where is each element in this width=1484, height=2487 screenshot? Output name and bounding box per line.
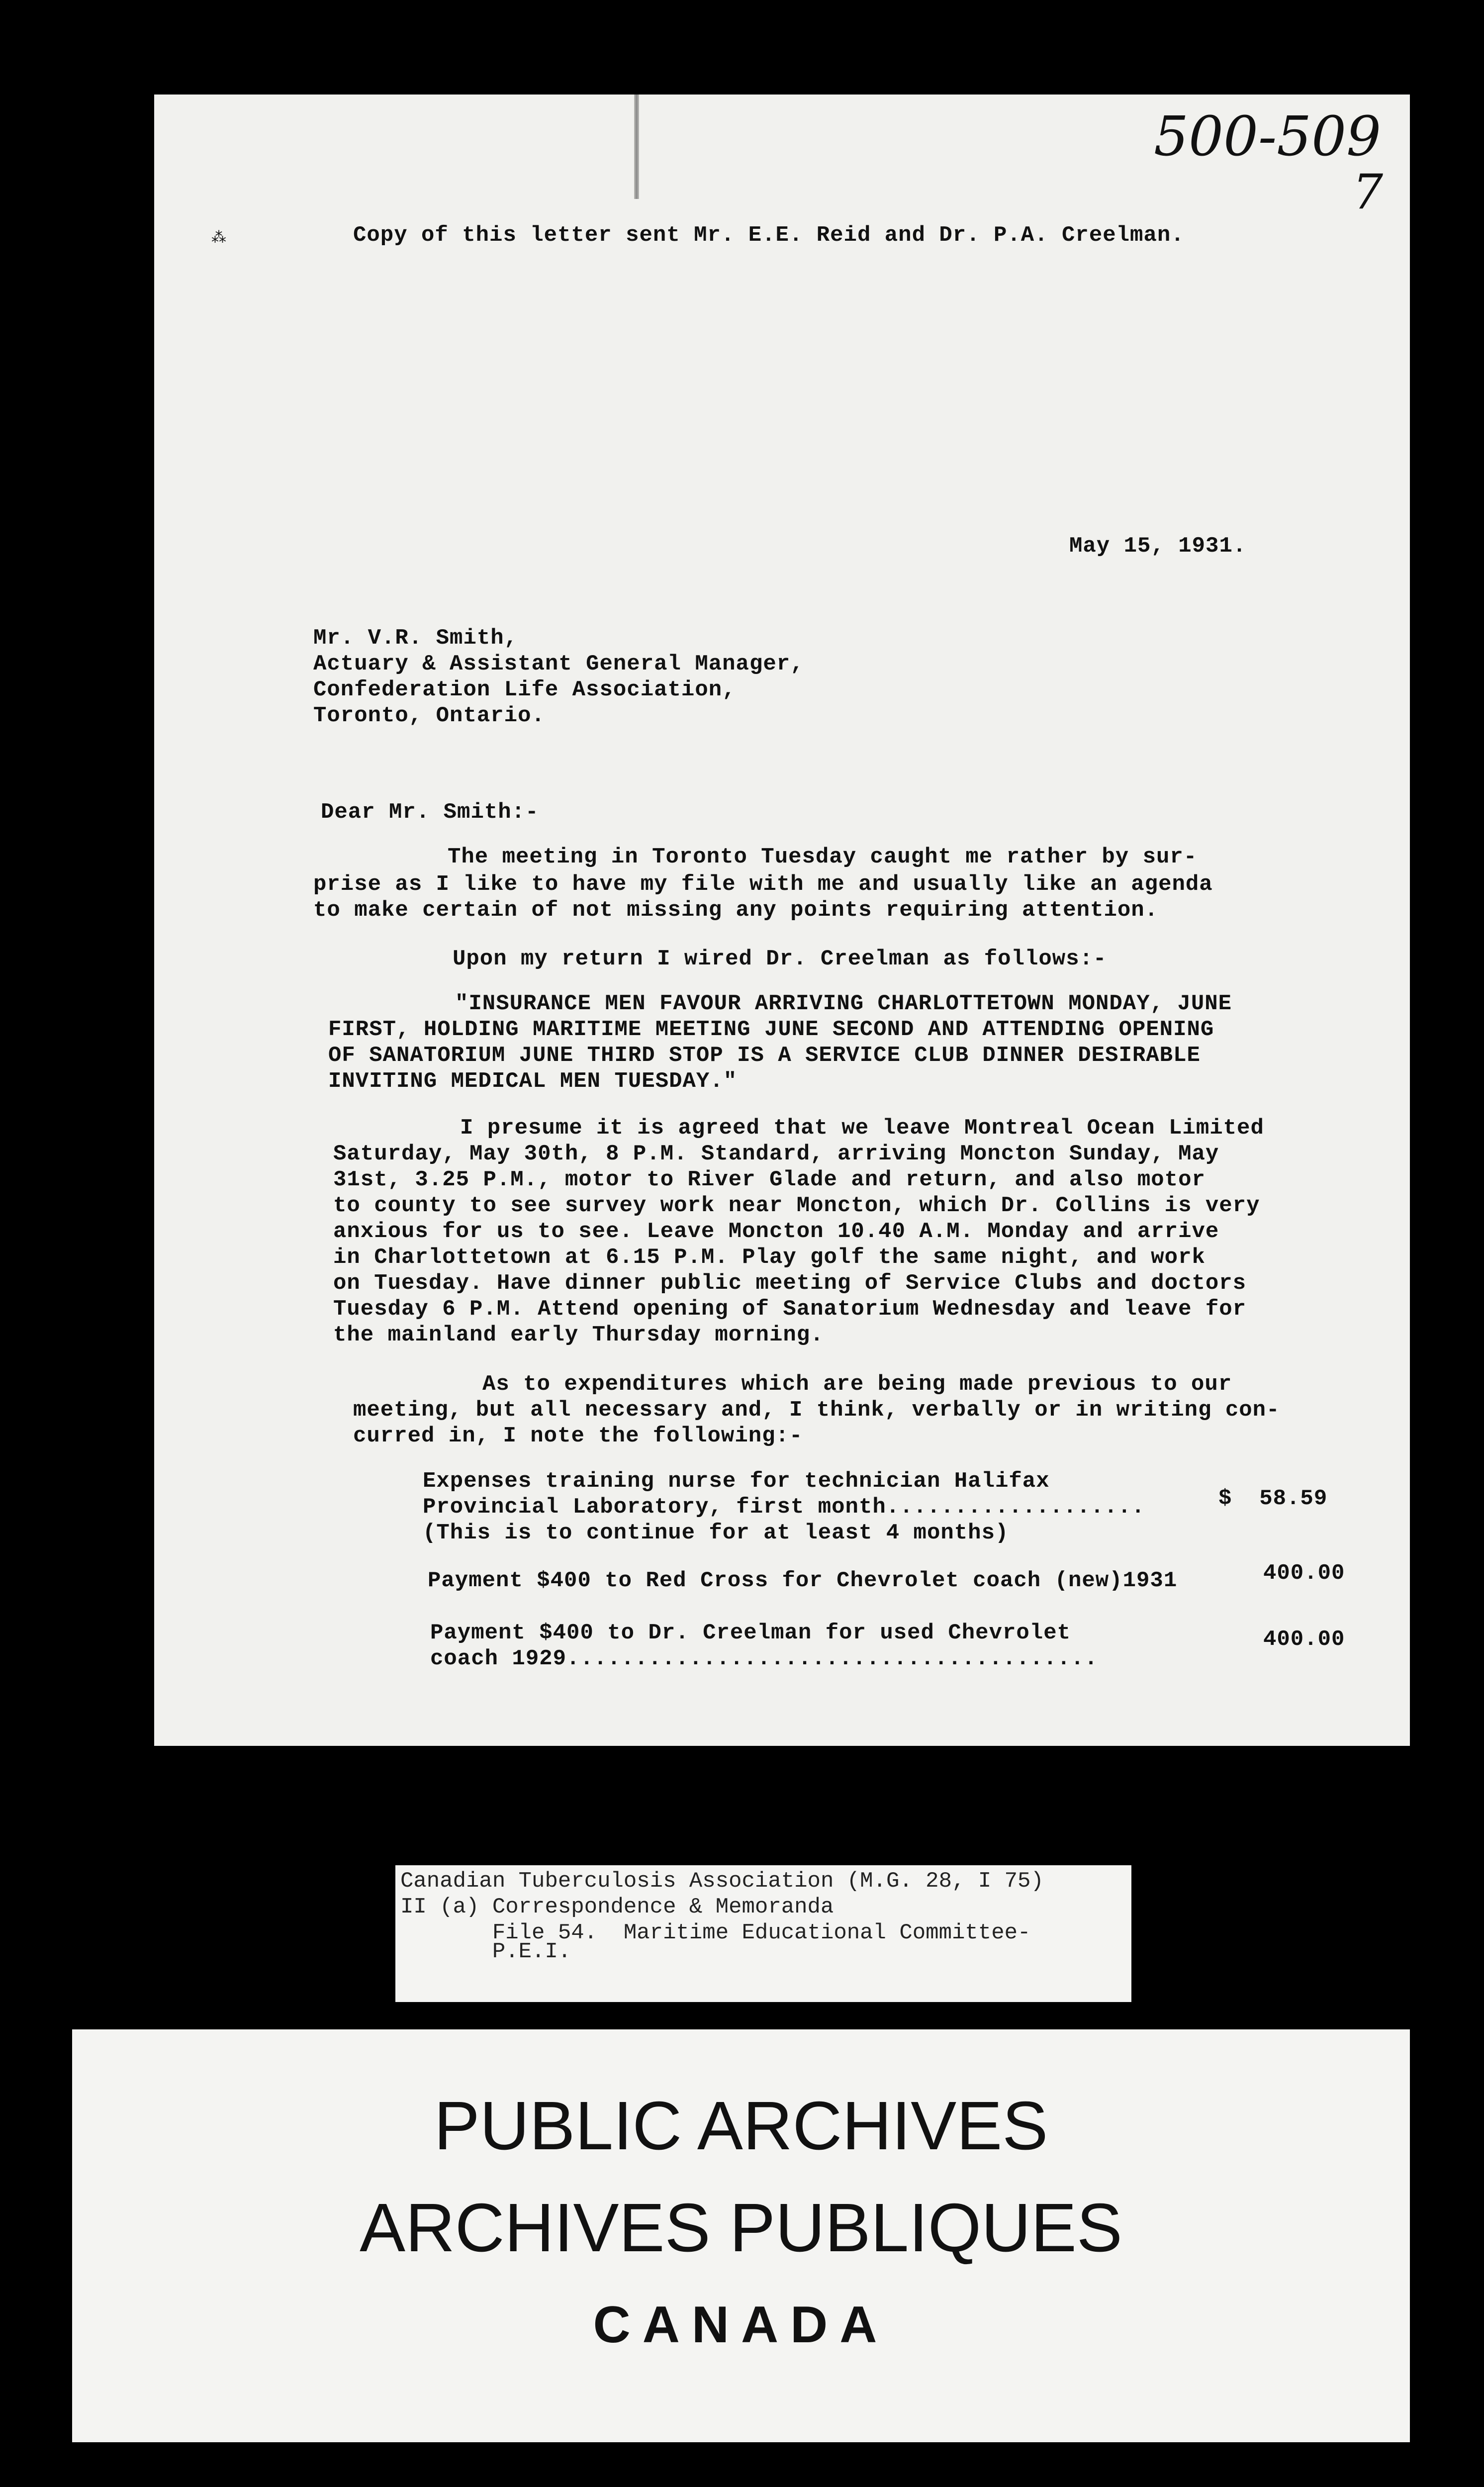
letter-page [154,95,1410,1746]
telegram-line: OF SANATORIUM JUNE THIRD STOP IS A SERVICE CLUB DINNER DESIRABLE [328,1043,1201,1068]
expense-line: coach 1929....................................... [430,1646,1098,1671]
paragraph-line: Saturday, May 30th, 8 P.M. Standard, arriving Moncton Sunday, May [333,1142,1219,1166]
expense-line: Payment $400 to Dr. Creelman for used Chevrolet [430,1621,1071,1645]
letter-date: May 15, 1931. [1069,534,1247,559]
paragraph-line: in Charlottetown at 6.15 P.M. Play golf the same night, and work [333,1245,1206,1270]
paragraph-line: meeting, but all necessary and, I think, verbally or in writing con- [353,1398,1280,1423]
recipient-line: Confederation Life Association, [313,677,736,702]
ink-mark: ⁂ [211,229,226,246]
paragraph-line: curred in, I note the following:- [353,1424,803,1448]
stamp-line-french: ARCHIVES PUBLIQUES [360,2190,1122,2266]
paragraph-line: Upon my return I wired Dr. Creelman as follows:- [453,947,1107,971]
telegram-line: INVITING MEDICAL MEN TUESDAY." [328,1069,738,1094]
paper-crease [634,95,639,199]
paragraph-line: The meeting in Toronto Tuesday caught me rather by sur- [448,845,1198,869]
catalog-label [395,1865,1131,2002]
catalog-line: File 54. Maritime Educational Committee- [400,1920,1031,1945]
catalog-line: Canadian Tuberculosis Association (M.G. 28, I 75) [400,1869,1044,1894]
paragraph-line: I presume it is agreed that we leave Montreal Ocean Limited [460,1116,1264,1141]
paragraph-line: to make certain of not missing any points requiring attention. [313,898,1159,923]
paragraph-line: 31st, 3.25 P.M., motor to River Glade and return, and also motor [333,1167,1206,1192]
recipient-line: Actuary & Assistant General Manager, [313,652,804,676]
paragraph-line: Tuesday 6 P.M. Attend opening of Sanatorium Wednesday and leave for [333,1297,1247,1322]
stamp-line-english: PUBLIC ARCHIVES [434,2088,1048,2164]
catalog-line: II (a) Correspondence & Memoranda [400,1895,834,1919]
expense-line: (This is to continue for at least 4 months) [423,1521,1009,1545]
telegram-line: FIRST, HOLDING MARITIME MEETING JUNE SECOND AND ATTENDING OPENING [328,1017,1214,1042]
catalog-line: P.E.I. [400,1939,571,1964]
paragraph-line: to county to see survey work near Moncton, which Dr. Collins is very [333,1193,1260,1218]
expense-amount: 400.00 [1263,1561,1345,1586]
expense-line: Provincial Laboratory, first month................... [423,1495,1145,1520]
salutation: Dear Mr. Smith:- [321,800,539,825]
recipient-line: Mr. V.R. Smith, [313,626,518,651]
page-number: 7 [1353,164,1384,220]
paragraph-line: the mainland early Thursday morning. [333,1323,824,1347]
paragraph-line: prise as I like to have my file with me and usually like an agenda [313,872,1213,897]
paragraph-line: anxious for us to see. Leave Moncton 10.40 A.M. Monday and arrive [333,1219,1219,1244]
archive-stamp [72,2029,1410,2442]
copy-note: Copy of this letter sent Mr. E.E. Reid and Dr. P.A. Creelman. [353,223,1185,248]
expense-line: Expenses training nurse for technician Halifax [423,1469,1050,1494]
expense-line: Payment $400 to Red Cross for Chevrolet coach (new)1931 [428,1568,1178,1593]
paragraph-line: on Tuesday. Have dinner public meeting of Service Clubs and doctors [333,1271,1247,1296]
stamp-line-country: CANADA [593,2296,889,2354]
expense-amount: $ 58.59 [1218,1486,1328,1511]
recipient-line: Toronto, Ontario. [313,703,545,728]
archive-number: 500-509 [1154,104,1382,168]
paragraph-line: As to expenditures which are being made previous to our [482,1372,1232,1397]
telegram-line: "INSURANCE MEN FAVOUR ARRIVING CHARLOTTETOWN MONDAY, JUNE [455,991,1232,1016]
expense-amount: 400.00 [1263,1627,1345,1652]
